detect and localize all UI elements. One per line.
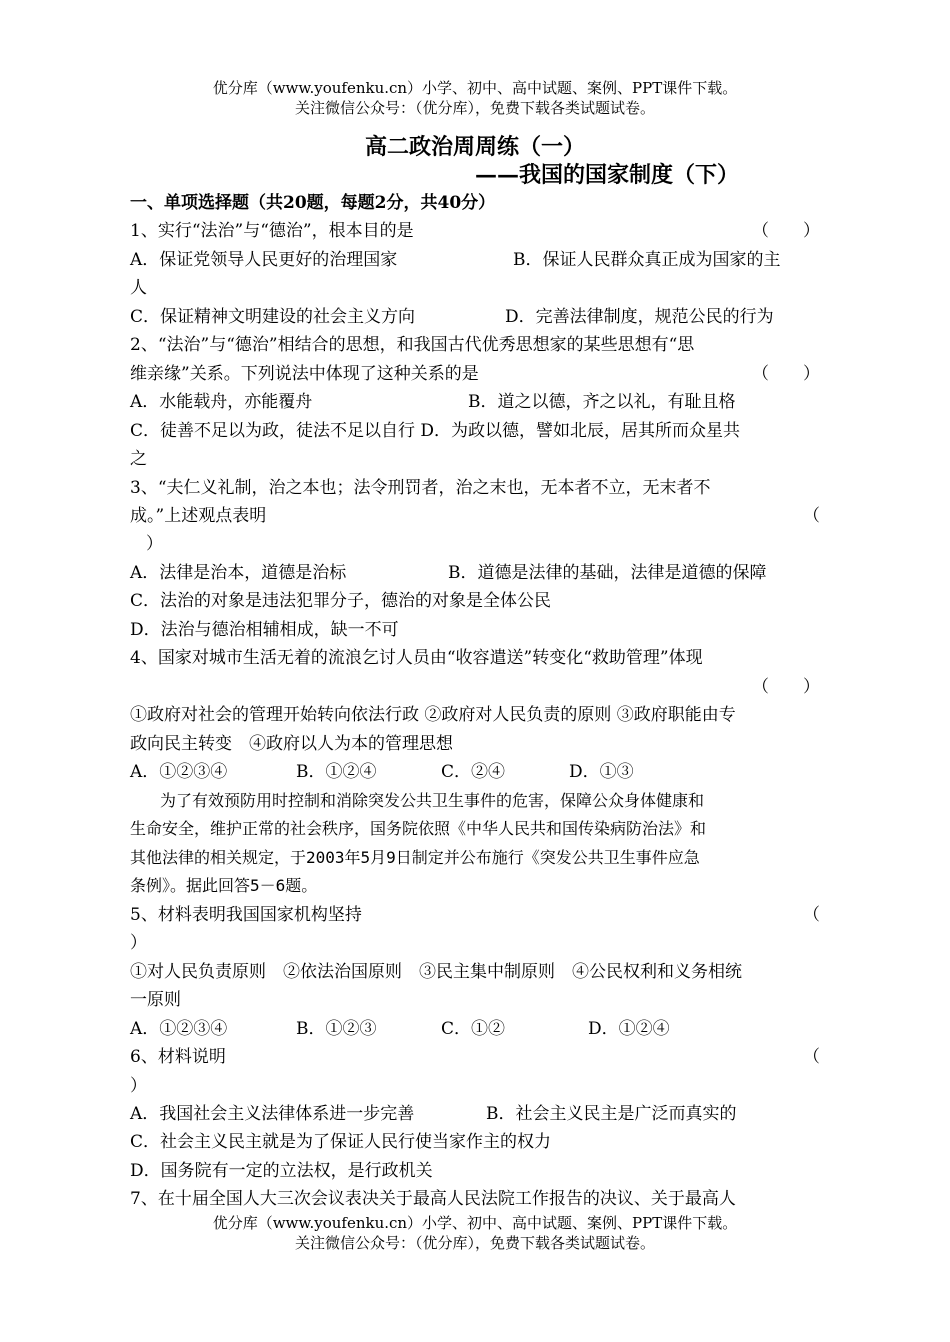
material-line-2: 生命安全，维护正常的社会秩序，国务院依照《中华人民共和国传染病防治法》和 bbox=[130, 819, 707, 838]
question-5-stem bbox=[130, 901, 820, 929]
question-3-options-ab bbox=[130, 559, 820, 587]
question-1-stem bbox=[130, 217, 820, 245]
page-title: 高二政治周周练（一） bbox=[364, 134, 585, 160]
footer-line-1: 优分库（www.youfenku.cn）小学、初中、高中试题、案例、PPT课件下载。 bbox=[212, 1214, 738, 1232]
option-a: A．①②③④ bbox=[130, 762, 228, 782]
question-5-options bbox=[130, 1015, 820, 1043]
question-5-statements-2: 一原则 bbox=[130, 990, 181, 1010]
option-b: B．社会主义民主是广泛而真实的 bbox=[486, 1104, 737, 1124]
option-c: C．法治的对象是违法犯罪分子，德治的对象是全体公民 bbox=[130, 591, 552, 611]
question-1-text: 1、实行“法治”与“德治”，根本目的是 bbox=[130, 221, 414, 241]
page-subtitle: ——我国的国家制度（下） bbox=[475, 162, 740, 188]
option-b: B．道德是法律的基础，法律是道德的保障 bbox=[448, 563, 767, 583]
option-b: B．①②④ bbox=[296, 762, 377, 782]
option-d: D．①③ bbox=[569, 762, 634, 782]
question-6-stem bbox=[130, 1043, 820, 1071]
question-4-stem: 4、国家对城市生活无着的流浪乞讨人员由“收容遣送”转变化“救助管理”体现 bbox=[130, 648, 703, 668]
question-2-stem-1: 2、“法治”与“德治”相结合的思想，和我国古代优秀思想家的某些思想有“思 bbox=[130, 335, 695, 355]
answer-blank: （ ） bbox=[752, 677, 820, 697]
option-c: C．②④ bbox=[441, 762, 506, 782]
question-7-stem: 7、在十届全国人大三次会议表决关于最高人民法院工作报告的决议、关于最高人 bbox=[130, 1189, 736, 1209]
question-2-options-cd: C．徒善不足以为政，徒法不足以自行 D．为政以德，譬如北辰，居其所而众星共 bbox=[130, 421, 741, 441]
answer-blank-open: （ bbox=[803, 1047, 820, 1067]
option-b-wrap: 人 bbox=[130, 278, 147, 298]
header-line-2: 关注微信公众号：（优分库），免费下载各类试题试卷。 bbox=[294, 99, 655, 117]
section-heading: 一、单项选择题（共20题，每题2分，共40分） bbox=[130, 193, 496, 213]
question-5-statements-1: ①对人民负责原则 ②依法治国原则 ③民主集中制原则 ④公民权利和义务相统 bbox=[130, 962, 742, 982]
question-4-options bbox=[130, 758, 820, 786]
answer-blank-close: ） bbox=[130, 1076, 147, 1096]
option-d: D．完善法律制度，规范公民的行为 bbox=[505, 307, 774, 327]
question-3-text: 成。”上述观点表明 bbox=[130, 506, 267, 526]
option-a: A．我国社会主义法律体系进一步完善 bbox=[130, 1104, 415, 1124]
question-4-statements-1: ①政府对社会的管理开始转向依法行政 ②政府对人民负责的原则 ③政府职能由专 bbox=[130, 705, 736, 725]
material-line-1: 为了有效预防用时控制和消除突发公共卫生事件的危害，保障公众身体健康和 bbox=[160, 791, 705, 810]
header-line-1: 优分库（www.youfenku.cn）小学、初中、高中试题、案例、PPT课件下载。 bbox=[212, 79, 738, 97]
option-d: D．国务院有一定的立法权，是行政机关 bbox=[130, 1161, 433, 1181]
question-1-options-ab bbox=[130, 246, 820, 274]
question-6-options-ab bbox=[130, 1100, 820, 1128]
question-3-stem-1: 3、“夫仁义礼制，治之本也；法令刑罚者，治之末也，无本者不立，无末者不 bbox=[130, 478, 711, 498]
question-4-statements-2: 政向民主转变 ④政府以人为本的管理思想 bbox=[130, 734, 453, 754]
question-5-text: 5、材料表明我国国家机构坚持 bbox=[130, 905, 362, 925]
answer-blank-close: ） bbox=[130, 933, 147, 953]
option-d: D．①②④ bbox=[588, 1019, 670, 1039]
option-a: A．①②③④ bbox=[130, 1019, 228, 1039]
question-2-options-wrap: 之 bbox=[130, 449, 147, 469]
question-2-text: 维亲缘”关系。下列说法中体现了这种关系的是 bbox=[130, 364, 479, 384]
question-6-text: 6、材料说明 bbox=[130, 1047, 226, 1067]
question-1-options-cd bbox=[130, 303, 820, 331]
question-2-options-ab bbox=[130, 388, 820, 416]
answer-blank: （ ） bbox=[752, 221, 820, 241]
question-2-stem-2 bbox=[130, 360, 820, 388]
option-c: C．保证精神文明建设的社会主义方向 bbox=[130, 307, 416, 327]
option-a: A．水能载舟，亦能覆舟 bbox=[130, 392, 313, 412]
answer-blank-open: （ bbox=[803, 905, 820, 925]
option-a: A．保证党领导人民更好的治理国家 bbox=[130, 250, 398, 270]
answer-blank-open: （ bbox=[803, 506, 820, 526]
option-d: D．法治与德治相辅相成，缺一不可 bbox=[130, 620, 399, 640]
option-b: B．道之以德，齐之以礼，有耻且格 bbox=[468, 392, 736, 412]
question-3-stem-2 bbox=[130, 502, 820, 530]
footer-line-2: 关注微信公众号：（优分库），免费下载各类试题试卷。 bbox=[294, 1234, 655, 1252]
option-a: A．法律是治本，道德是治标 bbox=[130, 563, 347, 583]
answer-blank: （ ） bbox=[752, 364, 820, 384]
material-line-4: 条例》。据此回答5－6题。 bbox=[130, 876, 318, 895]
option-b: B．保证人民群众真正成为国家的主 bbox=[513, 250, 781, 270]
material-line-3: 其他法律的相关规定，于2003年5月9日制定并公布施行《突发公共卫生事件应急 bbox=[130, 848, 700, 867]
option-c: C．社会主义民主就是为了保证人民行使当家作主的权力 bbox=[130, 1132, 552, 1152]
answer-blank-close: ） bbox=[146, 534, 163, 554]
option-b: B．①②③ bbox=[296, 1019, 377, 1039]
option-c: C．①② bbox=[441, 1019, 506, 1039]
